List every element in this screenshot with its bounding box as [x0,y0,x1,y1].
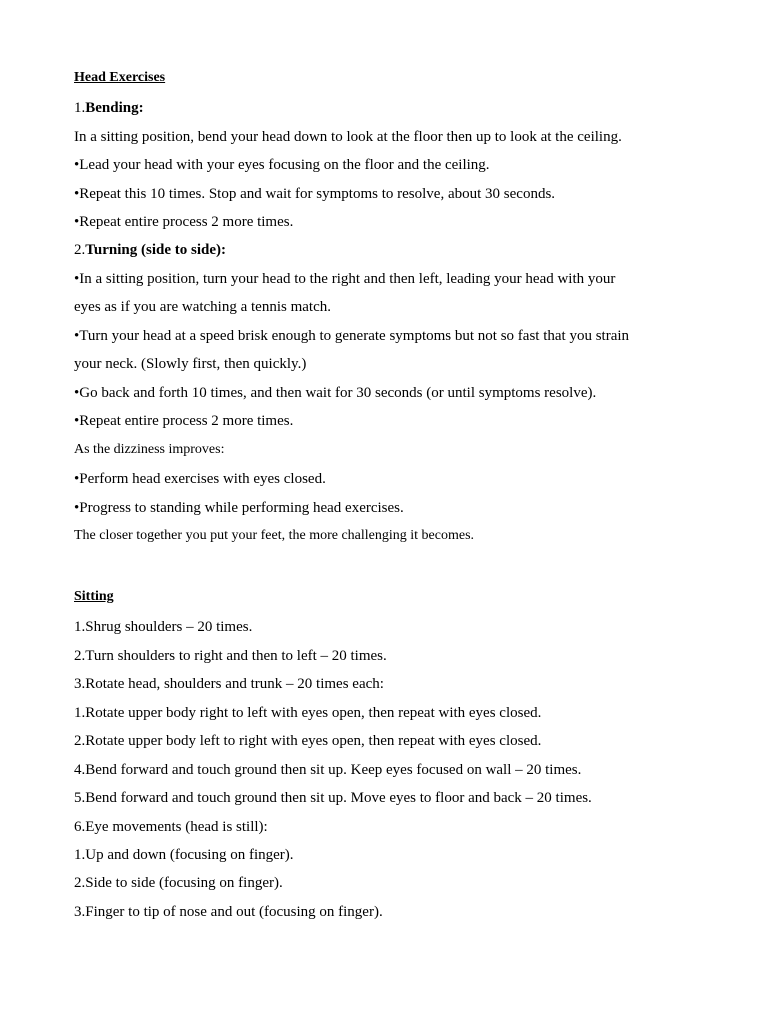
list-item: 2.Rotate upper body left to right with eyes open, then repeat with eyes closed. [74,733,542,749]
subsection-label: Bending: [85,100,144,116]
bullet-item: •Repeat entire process 2 more times. [74,413,294,429]
subsection-turning-heading [74,241,226,259]
list-item: 1.Shrug shoulders – 20 times. [74,619,253,635]
bullet-item: •Lead your head with your eyes focusing on the floor and the ceiling. [74,157,490,173]
bullet-item: •Turn your head at a speed brisk enough to generate symptoms but not so fast that you strain [74,328,630,344]
bullet-item: •Repeat entire process 2 more times. [74,214,294,230]
list-item: 3.Finger to tip of nose and out (focusing on finger). [74,904,383,920]
subsection-bending-heading [74,99,144,117]
list-item: 6.Eye movements (head is still): [74,819,268,835]
improves-intro: As the dizziness improves: [74,442,225,457]
subsection-number: 1. [74,100,86,116]
list-item: 4.Bend forward and touch ground then sit up. Keep eyes focused on wall – 20 times. [74,762,582,778]
list-item: 2.Side to side (focusing on finger). [74,875,283,891]
bullet-item: •In a sitting position, turn your head to the right and then left, leading your head with your [74,271,616,287]
closing-note: The closer together you put your feet, the more challenging it becomes. [74,528,475,543]
paragraph-line: In a sitting position, bend your head down to look at the floor then up to look at the ceiling. [74,129,622,145]
section-title-head-exercises: Head Exercises [74,70,166,85]
list-item: 2.Turn shoulders to right and then to left – 20 times. [74,648,387,664]
paragraph-line: your neck. (Slowly first, then quickly.) [74,356,307,372]
subsection-label: Turning (side to side): [85,242,226,258]
bullet-item: •Perform head exercises with eyes closed. [74,471,326,487]
list-item: 1.Up and down (focusing on finger). [74,847,294,863]
list-item: 3.Rotate head, shoulders and trunk – 20 times each: [74,676,384,692]
section-title-sitting: Sitting [74,589,114,604]
bullet-item: •Progress to standing while performing head exercises. [74,500,404,516]
list-item: 1.Rotate upper body right to left with eyes open, then repeat with eyes closed. [74,705,542,721]
bullet-item: •Go back and forth 10 times, and then wait for 30 seconds (or until symptoms resolve). [74,385,597,401]
paragraph-line: eyes as if you are watching a tennis match. [74,299,331,315]
subsection-number: 2. [74,242,86,258]
list-item: 5.Bend forward and touch ground then sit up. Move eyes to floor and back – 20 times. [74,790,592,806]
bullet-item: •Repeat this 10 times. Stop and wait for symptoms to resolve, about 30 seconds. [74,186,556,202]
